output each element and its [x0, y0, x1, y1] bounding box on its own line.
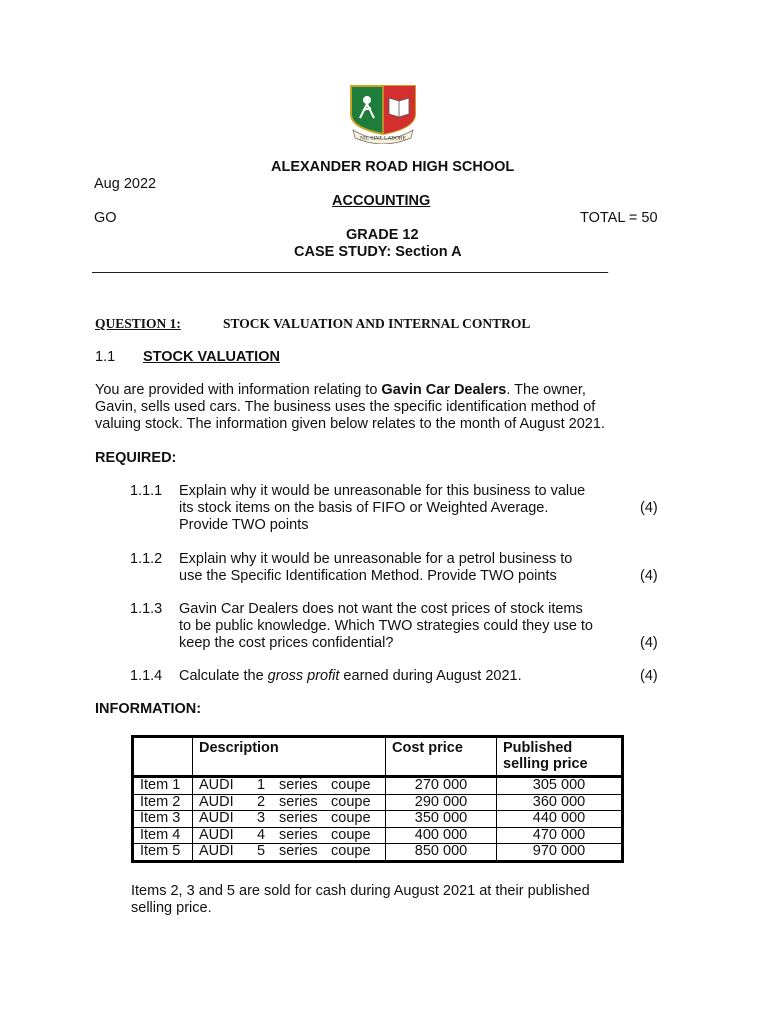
gross-profit-term: gross profit [267, 668, 340, 684]
subject-title: ACCOUNTING [332, 193, 431, 209]
question-number: 1.1.4 [130, 668, 163, 684]
question-text-line: Gavin Car Dealers does not want the cost prices of stock items [179, 601, 583, 617]
intro-line-2: Gavin, sells used cars. The business uses the specific identification method of [95, 399, 596, 415]
cost-price: 270 000 [386, 777, 497, 795]
item-label: Item 3 [133, 811, 193, 828]
stock-information-table [131, 735, 624, 863]
question-text-line: use the Specific Identification Method. Provide TWO points [179, 568, 557, 584]
item-label: Item 2 [133, 794, 193, 811]
header-description: Description [193, 737, 386, 777]
section-title: STOCK VALUATION [143, 349, 280, 365]
question-label: QUESTION 1: [95, 316, 181, 331]
table-row [133, 811, 623, 828]
question-text-line: keep the cost prices confidential? [179, 635, 394, 651]
selling-price: 470 000 [497, 827, 623, 844]
exam-date: Aug 2022 [94, 176, 157, 192]
school-name: ALEXANDER ROAD HIGH SCHOOL [271, 159, 515, 175]
question-marks: (4) [640, 500, 658, 516]
item-description: AUDI 1 series coupe [193, 777, 386, 795]
note-line-2: selling price. [131, 900, 212, 916]
question-text-line: Explain why it would be unreasonable for this business to value [179, 483, 586, 499]
question-text-line: to be public knowledge. Which TWO strategies could they use to [179, 618, 594, 634]
cost-price: 400 000 [386, 827, 497, 844]
header-rule: ________________________________________________________________ [92, 258, 609, 274]
question-marks: (4) [640, 568, 658, 584]
item-description: AUDI 3 series coupe [193, 811, 386, 828]
intro-line-3: valuing stock. The information given below relates to the month of August 2021. [95, 416, 605, 432]
paper-code: GO [94, 210, 117, 226]
question-marks: (4) [640, 668, 658, 684]
information-label: INFORMATION: [95, 701, 202, 717]
intro-line-1: You are provided with information relating to Gavin Car Dealers. The owner, [95, 382, 586, 398]
item-label: Item 1 [133, 777, 193, 795]
table-row [133, 777, 623, 795]
header-item [133, 737, 193, 777]
item-description: AUDI 4 series coupe [193, 827, 386, 844]
item-label: Item 5 [133, 844, 193, 862]
header-cost-price: Cost price [386, 737, 497, 777]
cost-price: 350 000 [386, 811, 497, 828]
question-text-line: Calculate the gross profit earned during August 2021. [179, 668, 522, 684]
crest-motto: NIL SINE LABORE [360, 135, 406, 142]
item-description: AUDI 5 series coupe [193, 844, 386, 862]
question-text-line: Provide TWO points [179, 517, 309, 533]
item-label: Item 4 [133, 827, 193, 844]
selling-price: 360 000 [497, 794, 623, 811]
table-header-row [133, 737, 623, 777]
header-selling-price: Published selling price [497, 737, 623, 777]
case-study-label: CASE STUDY: Section A [294, 244, 462, 260]
selling-price: 305 000 [497, 777, 623, 795]
selling-price: 970 000 [497, 844, 623, 862]
note-line-1: Items 2, 3 and 5 are sold for cash during August 2021 at their published [131, 883, 590, 899]
business-name: Gavin Car Dealers [381, 382, 507, 398]
question-number: 1.1.3 [130, 601, 163, 617]
cost-price: 290 000 [386, 794, 497, 811]
question-text-line: its stock items on the basis of FIFO or Weighted Average. [179, 500, 549, 516]
question-number: 1.1.2 [130, 551, 163, 567]
item-description: AUDI 2 series coupe [193, 794, 386, 811]
question-title: STOCK VALUATION AND INTERNAL CONTROL [223, 316, 531, 331]
total-marks: TOTAL = 50 [580, 210, 658, 226]
question-marks: (4) [640, 635, 658, 651]
table-row [133, 794, 623, 811]
grade-label: GRADE 12 [346, 227, 419, 243]
question-text-line: Explain why it would be unreasonable for a petrol business to [179, 551, 573, 567]
table-row [133, 827, 623, 844]
selling-price: 440 000 [497, 811, 623, 828]
section-number: 1.1 [95, 349, 116, 365]
required-label: REQUIRED: [95, 450, 177, 466]
cost-price: 850 000 [386, 844, 497, 862]
question-number: 1.1.1 [130, 483, 163, 499]
school-crest-logo [347, 84, 419, 144]
table-row [133, 844, 623, 862]
